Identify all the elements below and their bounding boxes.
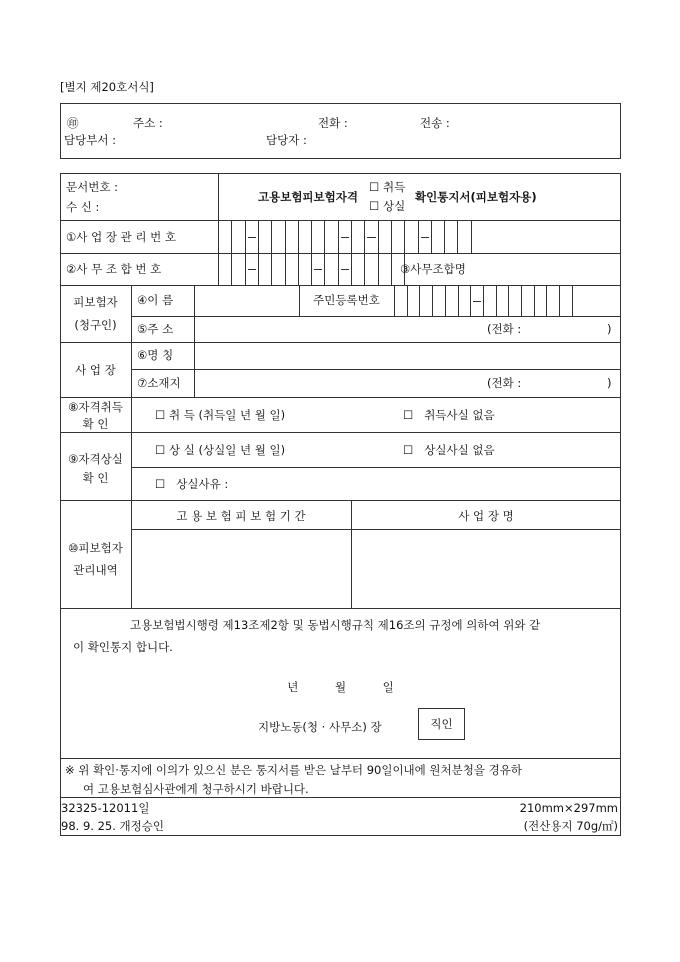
digit-box[interactable] [458,285,471,316]
digit-box[interactable] [378,253,391,285]
digit-box[interactable] [218,220,231,253]
digit-box[interactable] [431,220,444,253]
dash-mark [341,269,349,270]
location-phone-label: (전화 : [487,376,522,390]
form-title-right: 확인통지서(피보험자용) [415,190,537,204]
option-loss[interactable]: ☐ 상실 [369,199,406,213]
notice-text-line1: 고용보험법시행령 제13조제2항 및 동법시행규칙 제16조의 규정에 의하여 위와 같 [130,618,541,632]
digit-box[interactable] [285,253,298,285]
divider [131,369,621,370]
workplace-number-label: ①사 업 장 관 리 번 호 [66,230,177,244]
address-label: 주소 : [133,116,163,130]
digit-box[interactable] [521,285,534,316]
loss-group-label: ⑨자격상실 [68,452,123,466]
loss-group-sublabel: 확 인 [82,471,109,485]
digit-box[interactable] [534,285,547,316]
phone-label: 전화 : [318,116,348,130]
address-field-label: ⑤주 소 [137,322,174,336]
digit-box[interactable] [378,220,391,253]
digit-box[interactable] [338,220,351,253]
office-number-label: ②사 무 조 합 번 호 [66,262,162,276]
official-stamp-box [418,708,465,740]
option-loss-label: 상실 [382,199,406,213]
acquire-group-label: ⑧자격취득 [68,400,123,414]
loss-reason-label: 상실사유 : [176,477,229,491]
loss-checkbox[interactable]: ☐ 상 실 (상실일 년 월 일) [155,443,286,457]
sender-info-box [60,103,621,159]
digit-box[interactable] [311,220,324,253]
history-group-sublabel: 관리내역 [73,563,118,577]
digit-box[interactable] [404,220,417,253]
digit-box[interactable] [285,220,298,253]
office-name-label: ③사무조합명 [400,262,466,276]
divider [60,608,621,609]
seal-icon: ㊞ [67,116,79,130]
digit-box[interactable] [324,220,337,253]
option-acquire-label: 취득 [382,180,406,194]
loss-none-label: 상실사실 없음 [424,443,495,457]
digit-box[interactable] [231,253,244,285]
history-workplace-header: 사 업 장 명 [458,509,514,523]
department-label: 담당부서 : [64,133,116,147]
grid-end [471,220,472,253]
notice-signer: 지방노동(청 · 사무소) 장 [258,720,382,734]
digit-box[interactable] [258,220,271,253]
digit-box[interactable] [245,220,258,253]
digit-box[interactable] [457,220,470,253]
workplace-name-field[interactable] [195,343,620,368]
digit-box[interactable] [496,285,509,316]
acquire-group-sublabel: 확 인 [82,417,109,431]
digit-box[interactable] [351,220,364,253]
doc-number-label: 문서번호 : [66,180,118,194]
insured-group-label: 피보험자 [73,295,118,309]
digit-box[interactable] [391,220,404,253]
dash-mark [421,237,429,238]
grid-end [572,285,573,316]
divider [620,798,621,835]
acquire-none-checkbox[interactable]: ☐ 취득사실 없음 [403,408,495,422]
digit-box[interactable] [546,285,559,316]
digit-box[interactable] [364,253,377,285]
address-phone-close: ) [607,322,612,336]
person-label: 담당자 : [266,133,307,147]
digit-box[interactable] [218,253,231,285]
acquire-none-label: 취득사실 없음 [424,408,495,422]
divider [131,285,132,608]
digit-box[interactable] [338,253,351,285]
dash-mark [248,269,256,270]
digit-box[interactable] [271,253,284,285]
location-phone-close: ) [607,376,612,390]
dash-mark [248,237,256,238]
resident-number-label: 주민등록번호 [313,293,380,307]
address-phone-label: (전화 : [487,322,522,336]
divider [60,432,621,433]
digit-box[interactable] [508,285,521,316]
divider [60,835,621,836]
note-line2: 여 고용보험심사관에게 청구하시기 바랍니다. [83,782,309,796]
workplace-group-label: 사 업 장 [75,363,116,377]
recipient-label: 수 신 : [66,200,100,214]
digit-box[interactable] [559,285,572,316]
approval-date: 98. 9. 25. 개정승인 [61,819,164,833]
form-title-left: 고용보험피보험자격 [258,190,358,204]
loss-line: 상 실 (상실일 년 월 일) [168,443,286,457]
divider [131,529,621,530]
acquire-checkbox[interactable]: ☐ 취 득 (취득일 년 월 일) [155,408,286,422]
form-code: 32325-12011일 [61,801,150,815]
stamp-label: 직인 [430,717,453,731]
dash-mark [341,237,349,238]
workplace-location-label: ⑦소재지 [137,376,181,390]
notice-date: 년 월 일 [287,680,394,694]
digit-box[interactable] [298,220,311,253]
digit-box[interactable] [364,220,377,253]
digit-box[interactable] [351,253,364,285]
divider [131,316,621,317]
name-field[interactable] [195,286,298,315]
paper-spec: (전산용지 70g/㎡) [523,819,618,833]
name-label: ④이 름 [137,293,174,307]
loss-none-checkbox[interactable]: ☐ 상실사실 없음 [403,443,495,457]
digit-box[interactable] [483,285,496,316]
digit-box[interactable] [418,220,431,253]
acquire-line: 취 득 (취득일 년 월 일) [168,408,286,422]
digit-box[interactable] [324,253,337,285]
digit-box[interactable] [311,253,324,285]
digit-box[interactable] [444,220,457,253]
divider [131,467,621,468]
option-acquire[interactable]: ☐ 취득 [369,180,406,194]
digit-box[interactable] [231,220,244,253]
dash-mark [314,269,322,270]
digit-box[interactable] [407,285,420,316]
dash-mark [473,301,481,302]
loss-reason-checkbox[interactable]: ☐ 상실사유 : [155,477,229,491]
note-line1: ※ 위 확인·통지에 이의가 있으신 분은 통지서를 받은 날부터 90일이내에 원처분청을 경유하 [65,763,522,777]
digit-box[interactable] [271,220,284,253]
digit-box[interactable] [432,285,445,316]
digit-box[interactable] [245,253,258,285]
notice-text-line2: 이 확인통지 합니다. [73,640,173,654]
digit-box[interactable] [298,253,311,285]
dash-mark [367,237,375,238]
history-period-header: 고 용 보 험 피 보 험 기 간 [176,509,306,523]
workplace-name-label: ⑥명 칭 [137,348,174,362]
divider [60,397,621,398]
digit-box[interactable] [258,253,271,285]
fax-label: 전송 : [420,116,450,130]
divider [60,758,621,759]
digit-box[interactable] [394,285,407,316]
digit-box[interactable] [470,285,483,316]
insured-group-sublabel: (청구인) [74,318,117,332]
paper-size: 210mm×297mm [519,801,618,815]
divider [60,500,621,501]
history-group-label: ⑩피보험자 [68,541,123,555]
form-label: [별지 제20호서식] [60,80,154,94]
digit-box[interactable] [419,285,432,316]
digit-box[interactable] [445,285,458,316]
